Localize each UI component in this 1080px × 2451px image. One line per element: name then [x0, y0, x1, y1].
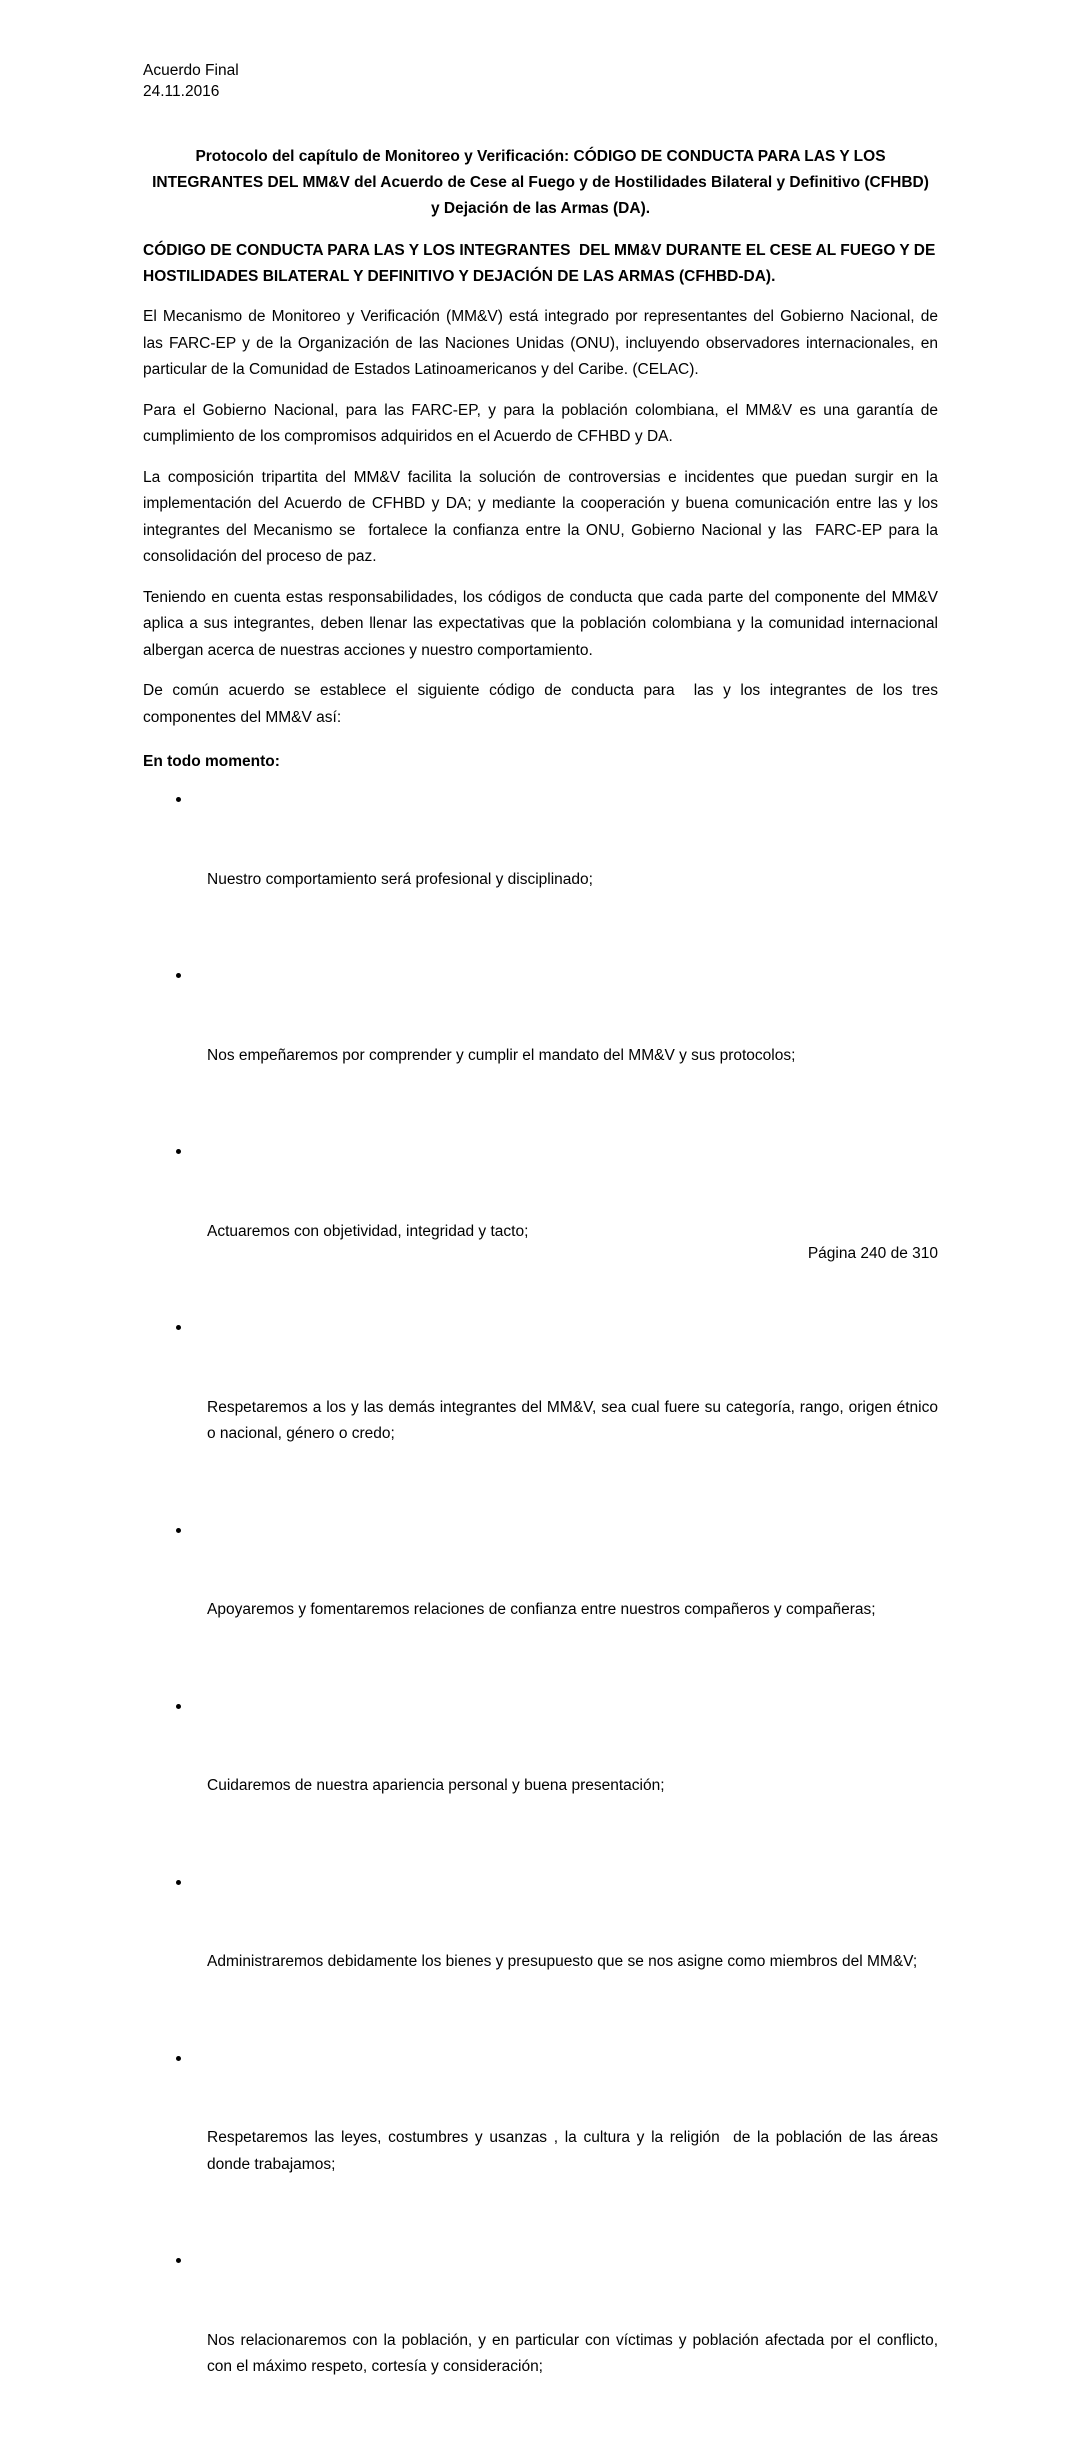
header-agreement-title: Acuerdo Final: [143, 62, 239, 79]
list-item: [143, 1518, 938, 1677]
list-item: [143, 787, 938, 946]
list-item: [143, 1139, 938, 1298]
list-item-text: Cuidaremos de nuestra apariencia personal y buena presentación;: [207, 1777, 665, 1794]
bullet-dot-icon: [176, 973, 181, 978]
list-item-text: Respetaremos a los y las demás integrantes del MM&V, sea cual fuere su categoría, rango, origen étnico o nacional, género o credo;: [207, 1398, 943, 1442]
bullet-dot-icon: [176, 2258, 181, 2263]
bullet-dot-icon: [176, 1880, 181, 1885]
bullet-dot-icon: [176, 797, 181, 802]
list-item-text: Nos empeñaremos por comprender y cumplir el mandato del MM&V y sus protocolos;: [207, 1046, 796, 1064]
header-date: 24.11.2016: [143, 83, 220, 100]
bullet-dot-icon: [176, 1704, 181, 1709]
body-paragraph: Teniendo en cuenta estas responsabilidades, los códigos de conducta que cada parte del componente del MM&V aplica a sus integrantes, deben llenar las expectativas que la población colombiana y la comunidad internacional albergan acerca de nuestras acciones y nuestro comportamiento.: [143, 588, 943, 659]
list-item: [143, 1870, 938, 2029]
bullet-dot-icon: [176, 2056, 181, 2061]
body-paragraph: El Mecanismo de Monitoreo y Verificación (MM&V) está integrado por representantes del Gobierno Nacional, de las FARC-EP y de la Organización de las Naciones Unidas (ONU), incluyendo observadores internacionales, en particular de la Comunidad de Estados Latinoamericanos y del Caribe. (CELAC).: [143, 308, 947, 378]
body-paragraph: Para el Gobierno Nacional, para las FARC-EP, y para la población colombiana, el MM&V es una garantía de cumplimiento de los compromisos adquiridos en el Acuerdo de CFHBD y DA.: [143, 401, 943, 445]
list-item-text: Nuestro comportamiento será profesional y disciplinado;: [207, 870, 593, 888]
section-heading: CÓDIGO DE CONDUCTA PARA LAS Y LOS INTEGRANTES DEL MM&V DURANTE EL CESE AL FUEGO Y DE HOSTILIDADES BILATERAL Y DEFINITIVO Y DEJACIÓN DE LAS ARMAS (CFHBD-DA).: [143, 242, 940, 285]
bullet-dot-icon: [176, 1149, 181, 1154]
body-paragraph: La composición tripartita del MM&V facilita la solución de controversias e incidentes que puedan surgir en la implementación del Acuerdo de CFHBD y DA; y mediante la cooperación y buena comunicación entre las y los integrantes del Mecanismo se fortalece la confianza entre la ONU, Gobierno Nacional y las FARC-EP para la consolidación del proceso de paz.: [143, 468, 947, 565]
list-item-text: Respetaremos las leyes, costumbres y usanzas , la cultura y la religión de la población de las áreas donde trabajamos;: [207, 2129, 943, 2173]
bullet-dot-icon: [176, 1325, 181, 1330]
bullet-dot-icon: [176, 1528, 181, 1533]
protocol-title: Protocolo del capítulo de Monitoreo y Verificación: CÓDIGO DE CONDUCTA PARA LAS Y LOS INTEGRANTES DEL MM&V del Acuerdo de Cese al Fuego y de Hostilidades Bilateral y Definitivo (CFHBD) y Dejación de las Armas (DA).: [152, 148, 929, 217]
list-item-text: Nos relacionaremos con la población, y en particular con víctimas y población afectada por el conflicto, con el máximo respeto, cortesía y consideración;: [207, 2331, 943, 2375]
sub-heading-en-todo-momento: En todo momento:: [143, 753, 280, 770]
list-item: [143, 1315, 943, 1501]
list-item-text: Administraremos debidamente los bienes y presupuesto que se nos asigne como miembros del MM&V;: [207, 1953, 918, 1970]
page-footer: Página 240 de 310: [807, 1245, 938, 1262]
list-item: [143, 2046, 943, 2232]
list-item-text: Actuaremos con objetividad, integridad y tacto;: [207, 1222, 529, 1240]
list-item-text: Apoyaremos y fomentaremos relaciones de confianza entre nuestros compañeros y compañeras;: [207, 1601, 876, 1618]
list-item: [143, 963, 938, 1122]
code-of-conduct-list: [143, 787, 943, 2434]
list-item: [143, 2248, 943, 2434]
list-item: [143, 1694, 938, 1853]
body-paragraph: De común acuerdo se establece el siguiente código de conducta para las y los integrantes de los tres componentes del MM&V así:: [143, 682, 947, 726]
document-header: [143, 60, 938, 102]
